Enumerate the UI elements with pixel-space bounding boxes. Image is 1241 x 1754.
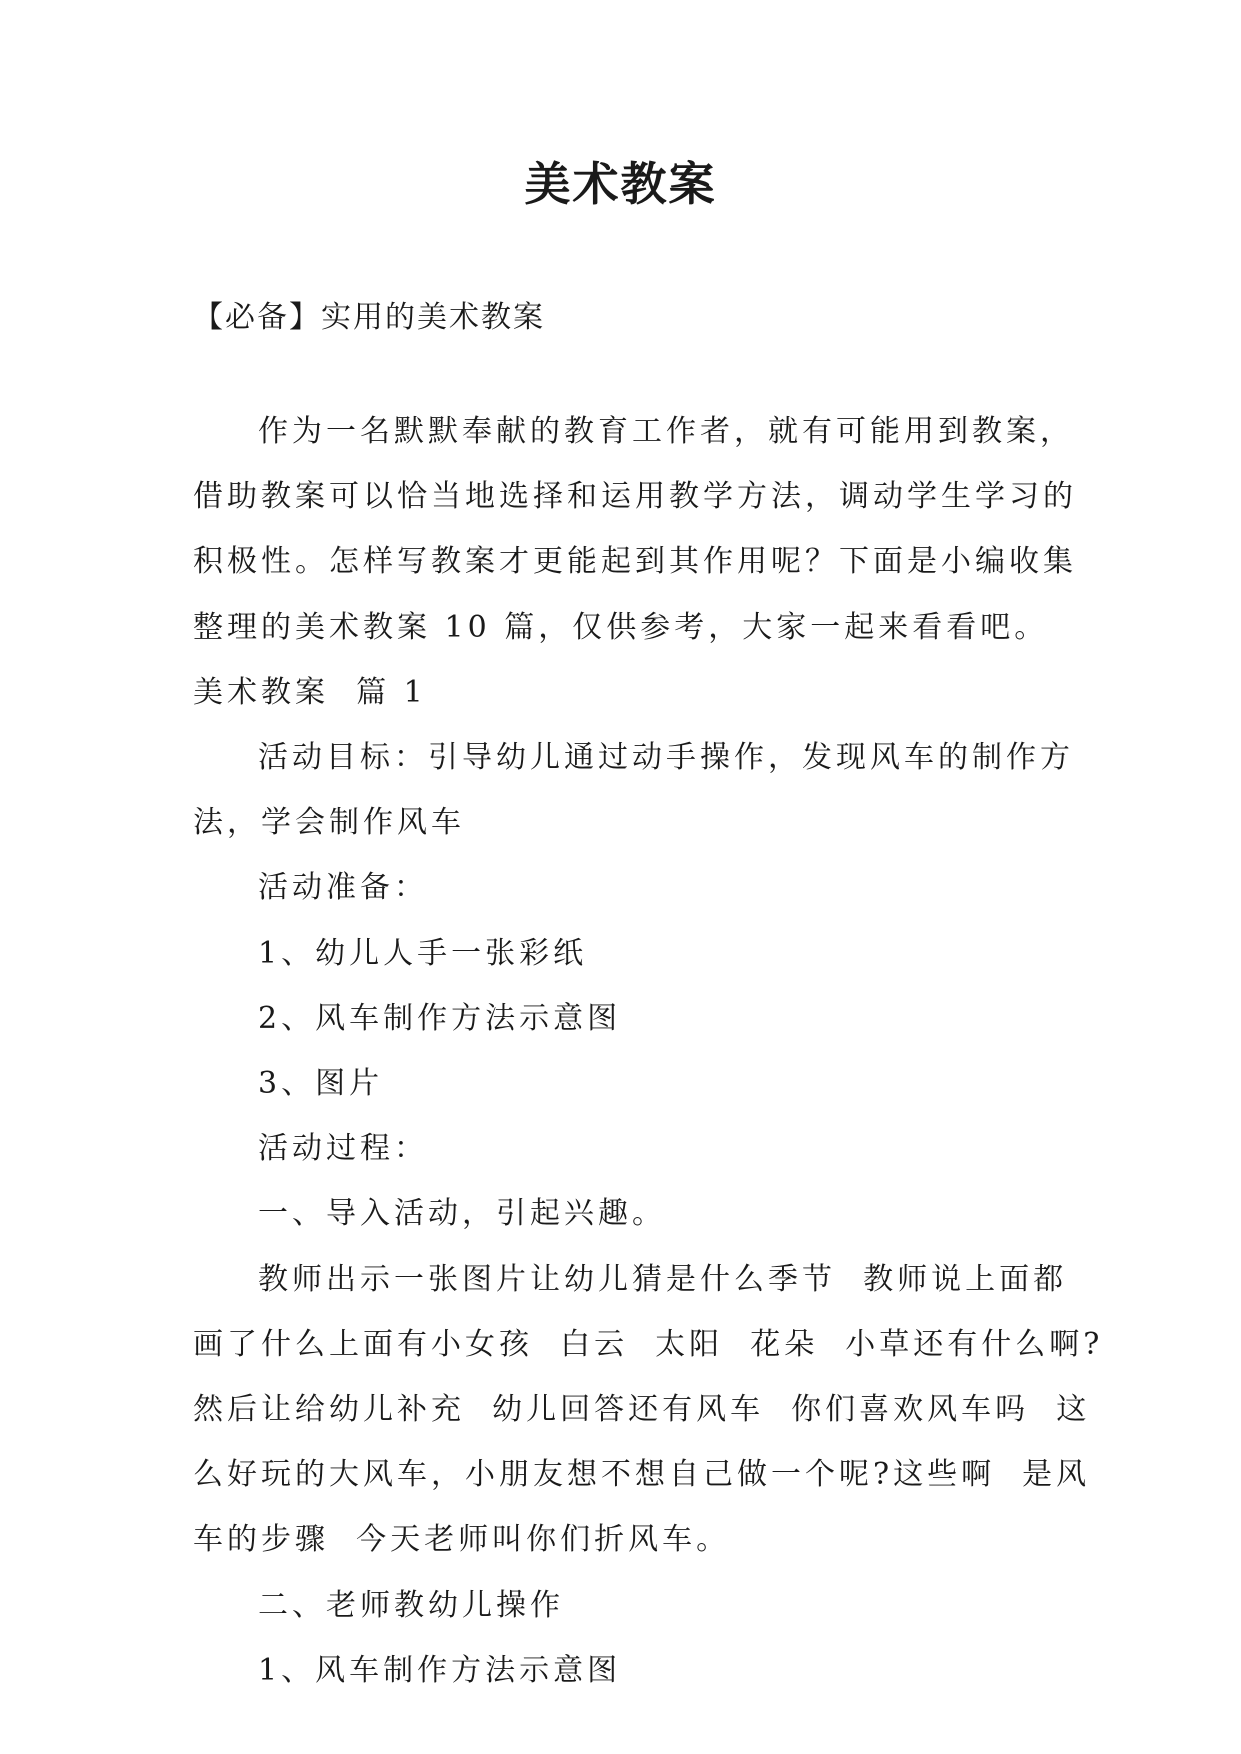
- step1-line: 然后让给幼儿补充 幼儿回答还有风车 你们喜欢风车吗 这: [193, 1392, 1091, 1428]
- step1-heading: 一、导入活动，引起兴趣。: [258, 1196, 666, 1232]
- step2-item: 1、风车制作方法示意图: [258, 1652, 622, 1688]
- document-subtitle: 【必备】实用的美术教案: [193, 300, 545, 335]
- goal-line: 活动目标：引导幼儿通过动手操作，发现风车的制作方: [258, 740, 1074, 776]
- step1-line: 教师出示一张图片让幼儿猜是什么季节 教师说上面都: [258, 1261, 1068, 1297]
- document-title: 美术教案: [524, 157, 717, 211]
- intro-line: 整理的美术教案 10 篇，仅供参考，大家一起来看看吧。: [193, 609, 1049, 645]
- step1-line: 么好玩的大风车，小朋友想不想自己做一个呢?这些啊 是风: [193, 1457, 1091, 1493]
- prep-item: 1、幼儿人手一张彩纸: [258, 935, 588, 971]
- prep-item: 3、图片: [258, 1066, 384, 1102]
- section-heading: 美术教案 篇 1: [193, 674, 427, 710]
- intro-line: 积极性。怎样写教案才更能起到其作用呢？下面是小编收集: [193, 544, 1077, 580]
- prep-item: 2、风车制作方法示意图: [258, 1000, 622, 1036]
- goal-line: 法，学会制作风车: [193, 805, 465, 841]
- document-body: [193, 399, 1104, 1703]
- process-heading: 活动过程：: [258, 1131, 428, 1167]
- step2-heading: 二、老师教幼儿操作: [258, 1587, 564, 1623]
- step1-line: 车的步骤 今天老师叫你们折风车。: [193, 1522, 731, 1558]
- intro-line: 借助教案可以恰当地选择和运用教学方法，调动学生学习的: [193, 479, 1077, 515]
- prep-heading: 活动准备：: [258, 870, 428, 906]
- intro-line: 作为一名默默奉献的教育工作者，就有可能用到教案，: [258, 414, 1074, 449]
- step1-line: 画了什么上面有小女孩 白云 太阳 花朵 小草还有什么啊?: [193, 1326, 1104, 1362]
